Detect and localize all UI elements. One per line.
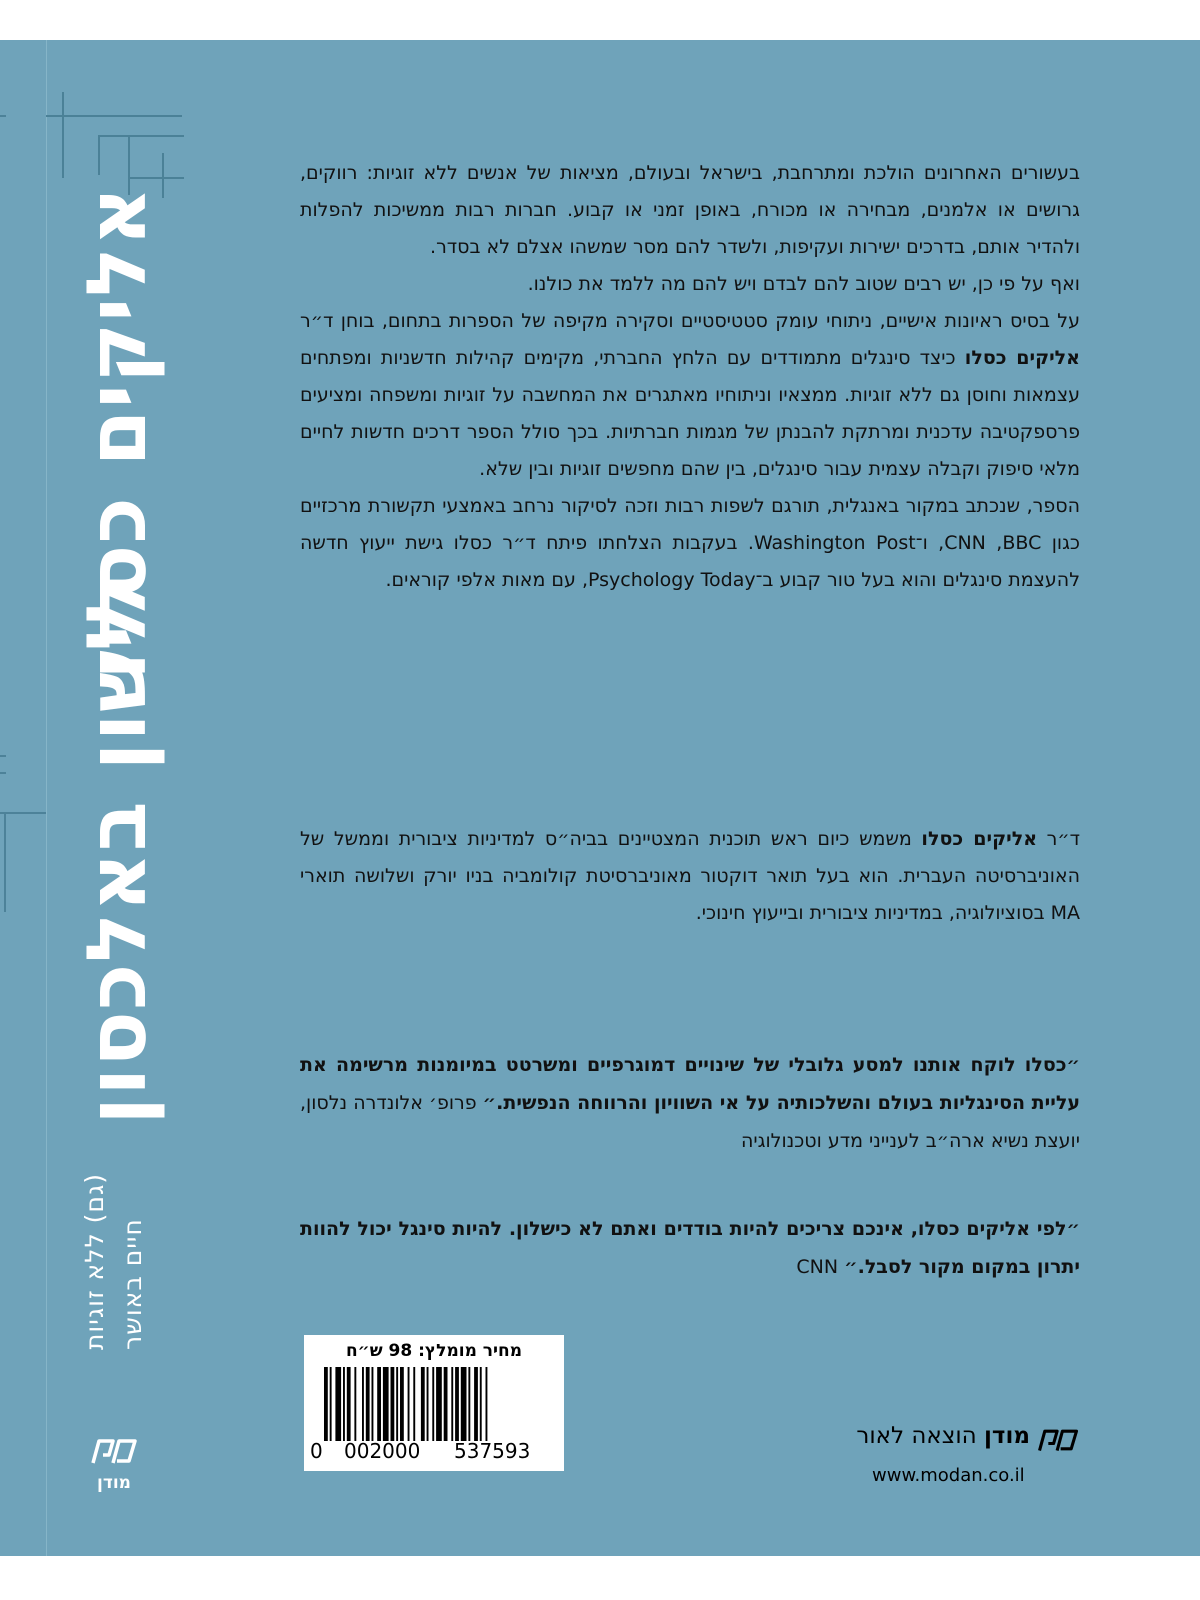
spine-publisher-logo: [84, 1435, 144, 1505]
decorative-line: [62, 92, 64, 178]
modan-logo-icon: [1036, 1425, 1080, 1455]
decorative-line: [128, 177, 184, 179]
spine-title: לישון באלכסון: [70, 573, 165, 1125]
endorsement-quote-1: [300, 1046, 1080, 1160]
edge-mark: [0, 812, 46, 814]
endorsement-quote-2: [300, 1210, 1080, 1286]
quote-source: פרופ׳ אלונדרה נלסון, יועצת נשיא ארה״ב לענייני מדע וטכנולוגיה: [300, 1092, 1080, 1152]
publisher-name: [856, 1423, 1030, 1449]
book-back-cover: [0, 40, 1200, 1556]
publisher-name-rest: הוצאה לאור: [856, 1423, 985, 1449]
quote-paragraph: [300, 1046, 1080, 1160]
blurb-paragraph-1: בעשורים האחרונים הולכת ומתרחבת, בישראל ובעולם, מציאות של אנשים ללא זוגיות: רווקים, גרושים או אלמנים, מבחירה או מכורח, באופן זמני או קבוע. חברות רבות ממשיכות להפלות ולהדיר אותם, בדרכים ישירות ועקיפות, ולשדר להם מסר שמשהו אצלם לא בסדר.: [300, 162, 1080, 258]
text-span: על בסיס ראיונות אישיים, ניתוחי עומק סטטיסטיים וסקירה מקיפה של הספרות בתחום, בוחן ד״ר: [300, 310, 1080, 332]
edge-mark: [0, 772, 6, 774]
quote-paragraph: [300, 1210, 1080, 1286]
edge-mark: [0, 755, 6, 757]
text-span: משמש כיום ראש תוכנית המצטיינים בביה״ס למדיניות ציבורית וממשל של האוניברסיטה העברית. הוא בעל תואר דוקטור מאוניברסיטת קולומביה בניו יורק ושלושה תוארי MA בסוציולוגיה, במדיניות ציבורית ובייעוץ חינוכי.: [300, 828, 1080, 924]
decorative-line: [98, 135, 100, 175]
blurb-paragraph-2: ואף על פי כן, יש רבים שטוב להם לבדם ויש להם מה ללמד את כולנו.: [527, 273, 1080, 295]
author-bio: [300, 821, 1080, 932]
spine-author: אליקים כסלו: [70, 185, 165, 680]
modan-logo-icon: [89, 1435, 139, 1467]
barcode-digit-group1: 002000: [344, 1439, 421, 1463]
blurb-paragraph-4: הספר, שנכתב במקור באנגלית, תורגם לשפות רבות וזכה לסיקור נרחב באמצעי תקשורת מרכזיים כגון BBC‏, CNN, ו־Washington Post. בעקבות הצלחתו פיתח ד״ר כסלו גישת ייעוץ חדשה להעצמת סינגלים והוא בעל טור קבוע ב־Psychology Today, עם מאות אלפי קוראים.: [300, 495, 1080, 591]
price-label: מחיר מומלץ: 98 ש״ח: [345, 1341, 523, 1361]
publisher-url[interactable]: www.modan.co.il: [872, 1465, 1025, 1486]
blurb: [300, 155, 1080, 599]
barcode-box: [304, 1335, 564, 1471]
decorative-line: [46, 115, 182, 117]
author-name-bold: אליקים כסלו: [921, 828, 1038, 850]
text-span: כיצד סינגלים מתמודדים עם הלחץ החברתי, מקימים קהילות חדשניות ומפתחים עצמאות וחוסן גם ללא זוגיות. ממצאיו וניתוחיו מאתגרים את המחשבה על זוגיות ומשפחה ומציעים פרספקטיבה עדכנית ומרתקת להבנתן של מגמות חברתיות. בכך סולל הספר דרכים חדשות לחיים מלאי סיפוק וקבלה עצמית עבור סינגלים, בין שהם מחפשים זוגיות ובין שלא.: [300, 347, 1080, 480]
spine-logo-text: מודן: [97, 1473, 131, 1493]
text-span: ד״ר: [1037, 828, 1080, 850]
blurb-paragraph-3: [300, 303, 1080, 488]
cover-edge: [0, 40, 47, 1556]
barcode-icon: [324, 1367, 544, 1441]
quote-source: CNN: [796, 1256, 845, 1278]
edge-mark: [0, 115, 6, 117]
barcode-digit-first: 0: [310, 1439, 323, 1463]
publisher-name-bold: מודן: [984, 1423, 1030, 1449]
spine-subtitle-line1: חיים באושר: [118, 1218, 147, 1350]
spine-subtitle-line2: (גם) ללא זוגיות: [80, 1172, 109, 1350]
barcode-digit-group2: 537593: [454, 1439, 531, 1463]
edge-mark: [4, 812, 6, 912]
decorative-line: [98, 135, 184, 137]
quote-text: ״לפי אליקים כסלו, אינכם צריכים להיות בודדים ואתם לא כישלון. להיות סינגל יכול להוות יתרון במקום מקור לסבל.״: [300, 1218, 1080, 1278]
author-name-bold: אליקים כסלו: [964, 347, 1080, 369]
bio-paragraph: [300, 821, 1080, 932]
quote-text: ״כסלו לוקח אותנו למסע גלובלי של שינויים דמוגרפיים ומשרטט במיומנות מרשימה את עליית הסינגליות בעולם והשלכותיה על אי השוויון והרווחה הנפשית.״: [300, 1054, 1081, 1114]
